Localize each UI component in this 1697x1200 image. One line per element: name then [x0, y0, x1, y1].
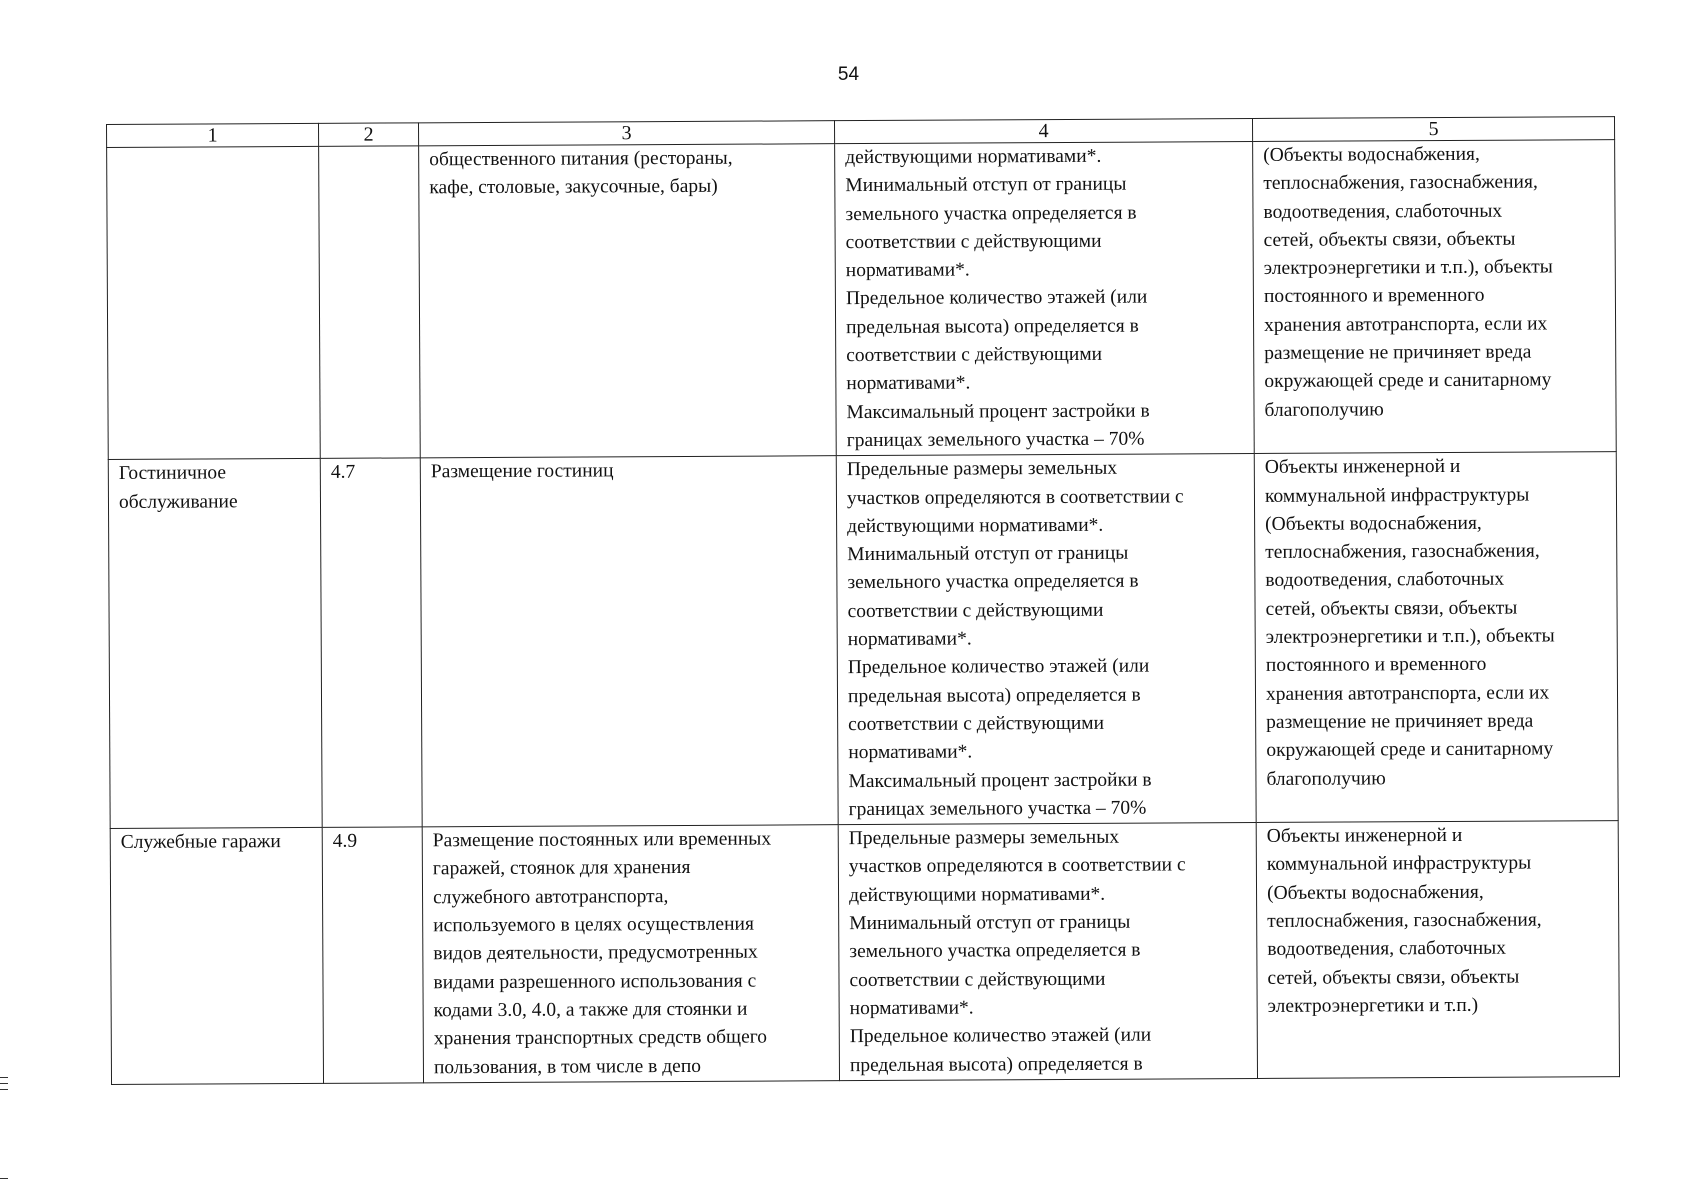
- cell-line: коммунальной инфраструктуры: [1266, 852, 1532, 876]
- cell-line: соответствии с действующими: [849, 968, 1106, 991]
- cell-line: Предельное количество этажей (или: [845, 287, 1148, 310]
- cell-line: благополучию: [1266, 767, 1386, 790]
- cell-line: границах земельного участка – 70%: [846, 428, 1145, 452]
- cell-line: участков определяются в соответствии с: [846, 485, 1184, 509]
- cell-line: Максимальный процент застройки в: [848, 769, 1152, 792]
- use-name-cell: [110, 828, 323, 1085]
- cell-line: Предельные размеры земельных: [846, 457, 1118, 481]
- cell-line: земельного участка определяется в: [849, 939, 1141, 963]
- cell-line: (Объекты водоснабжения,: [1266, 881, 1484, 904]
- cell-line: Размещение постоянных или временных: [432, 828, 772, 852]
- cell-line: Минимальный отступ от границы: [845, 173, 1127, 197]
- table-row: [110, 821, 1619, 1085]
- cell-line: нормативами*.: [845, 259, 970, 282]
- cell-line: (Объекты водоснабжения,: [1263, 143, 1480, 166]
- cell-line: благополучию: [1264, 398, 1384, 421]
- cell-line: границах земельного участка – 70%: [848, 797, 1147, 820]
- cell-line: участков определяются в соответствии с: [848, 854, 1186, 878]
- cell-line: хранения автотранспорта, если их: [1264, 313, 1548, 336]
- cell-line: Минимальный отступ от границы: [849, 911, 1131, 935]
- cell-line: нормативами*.: [847, 628, 972, 651]
- cell-line: земельного участка определяется в: [845, 202, 1137, 225]
- cell-line: используемого в целях осуществления: [433, 913, 754, 937]
- cell-line: 4.9: [332, 830, 358, 852]
- cell-line: окружающей среде и санитарному: [1264, 369, 1552, 393]
- page-number: 54: [837, 64, 860, 85]
- cell-line: действующими нормативами*.: [847, 514, 1104, 537]
- use-code-cell: [319, 146, 421, 459]
- cell-line: размещение не причиняет вреда: [1266, 710, 1534, 733]
- cell-line: постоянного и временного: [1263, 285, 1485, 308]
- cell-line: размещение не причиняет вреда: [1264, 341, 1532, 365]
- cell-line: коммунальной инфраструктуры: [1264, 484, 1530, 507]
- cell-line: нормативами*.: [849, 997, 974, 1020]
- cell-line: теплоснабжения, газоснабжения,: [1267, 909, 1542, 932]
- edge-mark: [0, 1083, 8, 1084]
- column-header: 3: [418, 121, 834, 146]
- cell-line: предельная высота) определяется в: [849, 1053, 1143, 1076]
- cell-line: электроэнергетики и т.п.): [1267, 994, 1479, 1017]
- cell-line: действующими нормативами*.: [845, 145, 1102, 169]
- use-name-cell: [108, 459, 322, 829]
- cell-line: постоянного и временного: [1265, 654, 1487, 677]
- cell-line: соответствии с действующими: [846, 343, 1103, 367]
- cell-line: водоотведения, слаботочных: [1267, 937, 1507, 961]
- cell-line: общественного питания (рестораны,: [429, 147, 733, 171]
- cell-line: нормативами*.: [846, 372, 971, 395]
- cell-line: водоотведения, слаботочных: [1263, 200, 1503, 223]
- use-code-cell: [320, 458, 422, 827]
- cell-line: предельная высота) определяется в: [846, 315, 1139, 338]
- cell-line: сетей, объекты связи, объекты: [1265, 597, 1518, 620]
- auxiliary-uses-cell: [1254, 452, 1618, 823]
- cell-line: окружающей среде и санитарному: [1266, 738, 1554, 762]
- cell-line: водоотведения, слаботочных: [1265, 569, 1505, 592]
- cell-line: земельного участка определяется в: [847, 571, 1139, 594]
- cell-line: Объекты инженерной и: [1264, 456, 1461, 479]
- cell-line: обслуживание: [118, 490, 238, 513]
- cell-line: Гостиничное: [118, 462, 227, 485]
- use-description-cell: [422, 825, 839, 1083]
- cell-line: Служебные гаражи: [120, 831, 281, 854]
- table-row: [108, 452, 1618, 829]
- cell-line: Предельные размеры земельных: [848, 826, 1120, 850]
- cell-line: электроэнергетики и т.п.), объекты: [1263, 256, 1553, 280]
- use-code-cell: [322, 827, 423, 1083]
- cell-line: гаражей, стоянок для хранения: [432, 857, 691, 880]
- cell-line: хранения транспортных средств общего: [433, 1026, 768, 1050]
- cell-line: Минимальный отступ от границы: [847, 542, 1129, 566]
- cell-line: соответствии с действующими: [848, 712, 1105, 736]
- use-description-cell: [419, 144, 837, 458]
- column-header: 5: [1252, 117, 1614, 142]
- cell-line: служебного автотранспорта,: [432, 885, 669, 909]
- cell-line: электроэнергетики и т.п.), объекты: [1265, 625, 1555, 648]
- cell-line: пользования, в том числе в депо: [433, 1055, 702, 1078]
- auxiliary-uses-cell: [1256, 821, 1619, 1079]
- cell-line: Предельное количество этажей (или: [849, 1024, 1152, 1048]
- cell-line: сетей, объекты связи, объекты: [1263, 228, 1516, 251]
- cell-line: предельная высота) определяется в: [847, 684, 1141, 707]
- use-parameters-cell: [835, 141, 1255, 455]
- cell-line: Размещение гостиниц: [430, 460, 614, 483]
- land-use-table: [106, 116, 1620, 1085]
- auxiliary-uses-cell: [1253, 140, 1617, 454]
- table-row: [107, 140, 1617, 460]
- edge-mark: [0, 1077, 8, 1078]
- column-header: 2: [318, 123, 418, 147]
- cell-line: сетей, объекты связи, объекты: [1267, 966, 1520, 989]
- cell-line: теплоснабжения, газоснабжения,: [1265, 540, 1540, 564]
- cell-line: нормативами*.: [848, 741, 973, 764]
- cell-line: соответствии с действующими: [845, 230, 1102, 254]
- cell-line: Объекты инженерной и: [1266, 825, 1463, 848]
- cell-line: (Объекты водоснабжения,: [1265, 512, 1482, 535]
- cell-line: хранения автотранспорта, если их: [1265, 682, 1550, 705]
- use-description-cell: [420, 456, 838, 827]
- cell-line: Предельное количество этажей (или: [847, 655, 1150, 679]
- use-parameters-cell: [838, 823, 1257, 1081]
- cell-line: соответствии с действующими: [847, 599, 1104, 622]
- use-name-cell: [107, 146, 321, 459]
- cell-line: 4.7: [330, 461, 356, 484]
- cell-line: кодами 3.0, 4.0, а также для стоянки и: [433, 998, 748, 1022]
- cell-line: видов деятельности, предусмотренных: [433, 941, 758, 965]
- use-parameters-cell: [836, 454, 1256, 825]
- column-header: 1: [107, 123, 319, 147]
- cell-line: теплоснабжения, газоснабжения,: [1263, 171, 1538, 195]
- cell-line: кафе, столовые, закусочные, бары): [429, 176, 718, 199]
- edge-mark: [0, 1089, 8, 1090]
- column-header: 4: [834, 118, 1252, 143]
- cell-line: действующими нормативами*.: [848, 883, 1106, 906]
- cell-line: видами разрешенного использования с: [433, 970, 757, 993]
- table-body: [107, 140, 1620, 1085]
- cell-line: Максимальный процент застройки в: [846, 400, 1150, 423]
- edge-mark: [0, 1178, 8, 1179]
